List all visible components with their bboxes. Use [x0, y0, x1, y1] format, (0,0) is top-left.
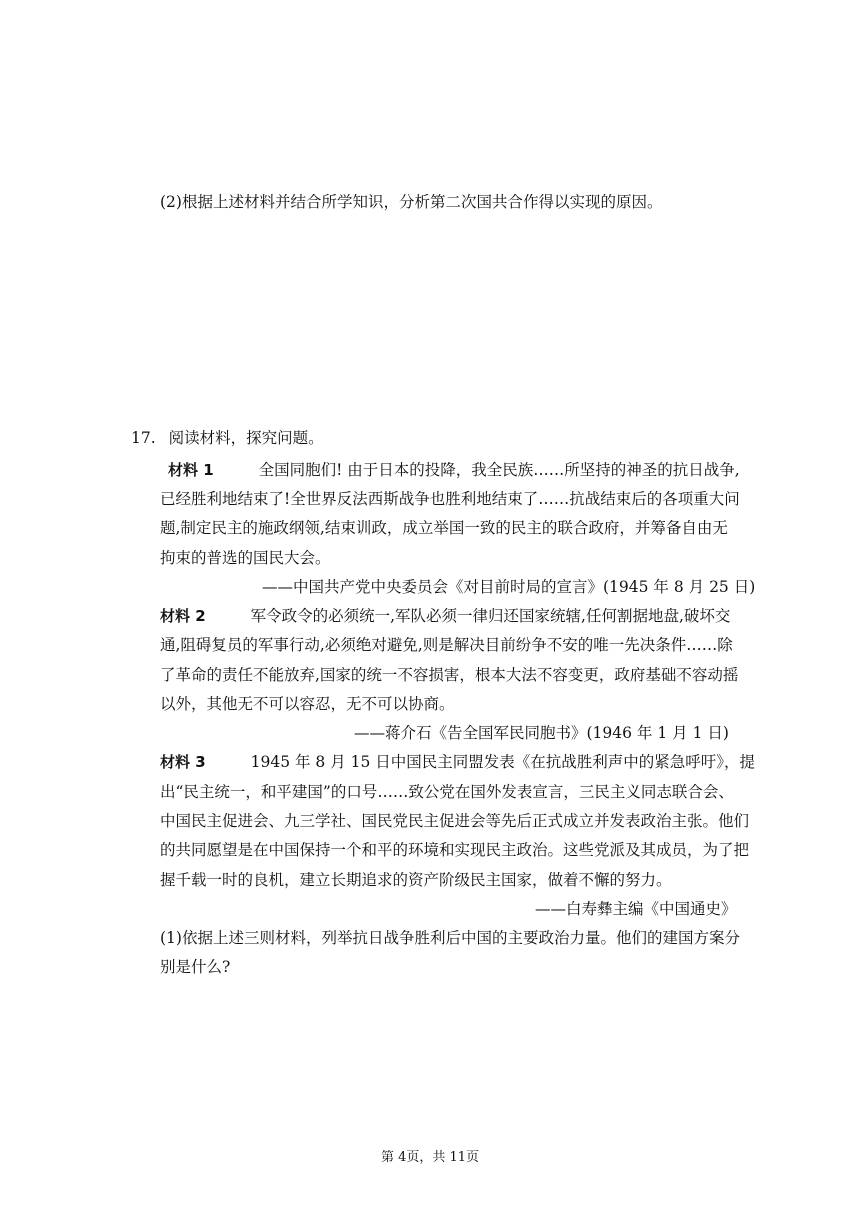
material-3-text-line: 握千载一时的良机，建立长期追求的资产阶级民主国家，做着不懈的努力。 [160, 871, 672, 889]
question-17-part-1: (1)依据上述三则材料，列举抗日战争胜利后中国的主要政治力量。他们的建国方案分 [160, 929, 740, 947]
material-3-text-line: 中国民主促进会、九三学社、国民党民主促进会等先后正式成立并发表政治主张。他们 [160, 812, 750, 830]
material-3-text-line: 的共同愿望是在中国保持一个和平的环境和实现民主政治。这些党派及其成员，为了把 [160, 841, 750, 859]
material-2-text-line: 军令政令的必须统一,军队必须一律归还国家统辖,任何割据地盘,破坏交 [250, 607, 731, 625]
material-3-text-line: 出“民主统一，和平建国”的口号……致公党在国外发表宣言，三民主义同志联合会、 [160, 783, 734, 801]
material-2-text-line: 通,阻碍复员的军事行动,必须绝对避免,则是解决目前纷争不安的唯一先决条件……除 [160, 636, 733, 654]
material-1-first-line [168, 460, 740, 480]
question-prompt: 阅读材料，探究问题。 [168, 429, 324, 447]
material-1-source: ——中国共产党中央委员会《对目前时局的宣言》(1945 年 8 月 25 日) [262, 578, 756, 596]
material-2-source: ——蒋介石《告全国军民同胞书》(1946 年 1 月 1 日) [354, 724, 729, 742]
material-1-text-line: 全国同胞们! 由于日本的投降，我全民族……所坚持的神圣的抗日战争, [258, 461, 740, 479]
material-2-text-line: 以外，其他无不可以容忍，无不可以协商。 [160, 695, 455, 713]
material-1-text-line: 题,制定民主的施政纲领,结束训政，成立举国一致的民主的联合政府，并筹备自由无 [160, 519, 728, 537]
material-1-label: 材料 1 [168, 461, 214, 479]
material-3-first-line [160, 752, 755, 772]
material-3-text-line: 1945 年 8 月 15 日中国民主同盟发表《在抗战胜利声中的紧急呼吁》，提 [250, 753, 756, 771]
material-1-text-line: 已经胜利地结束了!全世界反法西斯战争也胜利地结束了……抗战结束后的各项重大问 [160, 490, 740, 508]
material-2-first-line [160, 606, 730, 626]
material-3-label: 材料 3 [160, 753, 206, 771]
material-3-source: ——白寿彝主编《中国通史》 [535, 900, 737, 918]
material-1-text-line: 拘束的普选的国民大会。 [160, 549, 331, 567]
question-17-part-1: 别是什么? [160, 958, 231, 976]
material-2-label: 材料 2 [160, 607, 206, 625]
page-footer: 第 4页，共 11页 [380, 1150, 480, 1165]
material-2-text-line: 了革命的责任不能放弃,国家的统一不容损害，根本大法不容变更，政府基础不容动摇 [160, 666, 739, 684]
question-17-header [131, 428, 324, 448]
question-16-part-2: (2)根据上述材料并结合所学知识，分析第二次国共合作得以实现的原因。 [160, 193, 663, 211]
question-number: 17. [131, 429, 156, 447]
